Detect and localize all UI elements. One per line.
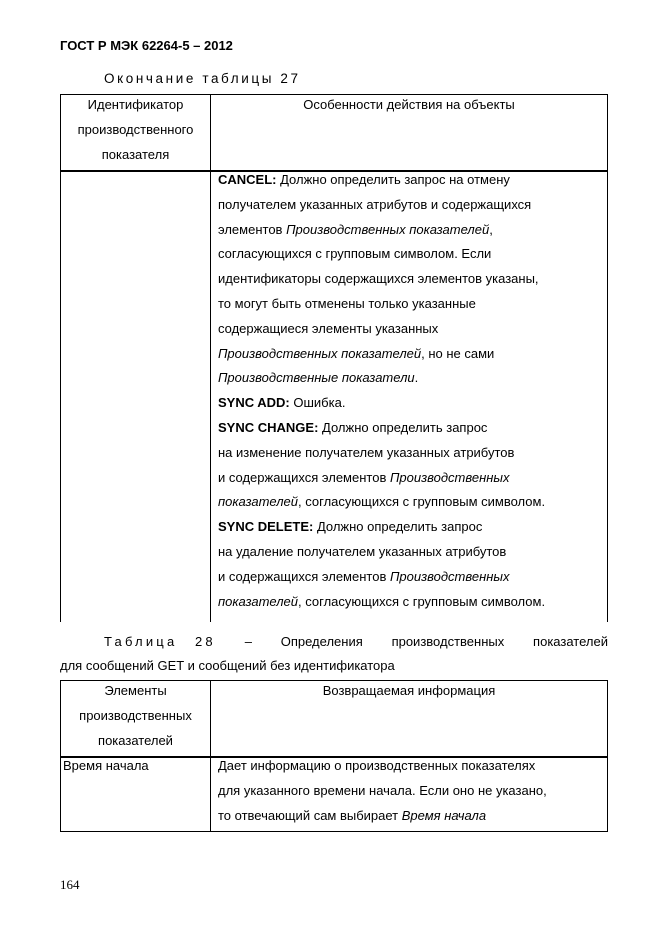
text-segment: CANCEL: — [218, 172, 277, 187]
table27-col2-header: Особенности действия на объекты — [303, 97, 515, 112]
text-line — [218, 804, 606, 829]
text-line — [218, 242, 606, 267]
text-segment: SYNC ADD: — [218, 395, 290, 411]
text-segment: Должно определить запрос на отмену — [276, 172, 510, 187]
header-line: показателей — [98, 732, 173, 748]
text-line — [218, 292, 606, 317]
text-line — [218, 779, 606, 804]
table28-col1-header — [61, 679, 210, 753]
text-segment: Дает информацию о производственных показателях — [218, 758, 536, 773]
text-line — [218, 565, 606, 590]
text-segment: Производственных показателей — [218, 345, 422, 361]
text-segment: получателем указанных атрибутов и содержащихся — [218, 196, 532, 212]
caption-word: Определения — [280, 634, 363, 649]
text-segment: . — [414, 370, 419, 386]
text-segment: , — [489, 221, 493, 237]
text-segment: Производственных — [389, 469, 510, 485]
text-line — [218, 754, 606, 779]
text-line — [218, 366, 606, 391]
text-segment: и содержащихся элементов — [218, 469, 390, 485]
text-line — [218, 515, 606, 540]
header-line: показателя — [101, 146, 170, 162]
text-segment: Должно определить запрос — [318, 419, 488, 435]
text-line — [218, 540, 606, 565]
text-line — [218, 342, 606, 367]
document-header: ГОСТ Р МЭК 62264-5 – 2012 — [60, 38, 233, 53]
text-line — [218, 416, 606, 441]
text-segment: SYNC CHANGE: — [218, 419, 319, 435]
table27-col-divider — [210, 94, 211, 622]
text-segment: на удаление получателем указанных атрибутов — [218, 543, 507, 559]
text-segment: , согласующихся с групповым символом. — [298, 494, 546, 510]
table27-left-border — [60, 94, 61, 622]
table28-row1-col2 — [218, 754, 606, 828]
text-line — [218, 490, 606, 515]
table28-col2-header: Возвращаемая информация — [322, 683, 496, 698]
caption-line2: для сообщений GET и сообщений без идентификатора — [60, 658, 395, 673]
text-segment: показателей — [218, 494, 299, 510]
text-segment: и содержащихся элементов — [218, 568, 390, 584]
header-line: Идентификатор — [87, 97, 184, 112]
header-line: Элементы — [104, 683, 167, 698]
text-line — [218, 317, 606, 342]
text-segment: Ошибка. — [289, 395, 346, 411]
table28-bottom-border — [60, 831, 608, 832]
caption-label-text: Таблица — [104, 634, 178, 649]
text-line — [218, 590, 606, 615]
caption-dash: – — [244, 634, 252, 649]
text-segment: Должно определить запрос — [313, 519, 483, 535]
table27-right-border — [607, 94, 608, 622]
caption-word: производственных — [391, 634, 505, 649]
caption-word: показателей — [533, 634, 608, 649]
text-segment: содержащиеся элементы указанных — [218, 320, 439, 336]
table28-row1-col1: Время начала — [63, 758, 149, 773]
text-line — [218, 168, 606, 193]
text-segment: идентификаторы содержащихся элементов указаны, — [218, 271, 539, 287]
text-line — [218, 391, 606, 416]
text-line — [218, 218, 606, 243]
text-line — [218, 466, 606, 491]
text-line — [218, 193, 606, 218]
table28-caption-label — [60, 630, 216, 654]
table27-col1-header — [61, 93, 210, 167]
text-segment: то могут быть отменены только указанные — [218, 295, 476, 311]
table27-body-cell — [218, 168, 606, 614]
table28-right-border — [607, 680, 608, 832]
header-line: производственного — [77, 121, 194, 137]
text-line — [218, 267, 606, 292]
text-segment: , согласующихся с групповым символом. — [298, 593, 546, 609]
text-segment: Время начала — [401, 807, 487, 823]
text-segment: Производственные показатели — [218, 370, 415, 386]
header-line: производственных — [79, 707, 192, 723]
text-segment: элементов — [218, 221, 287, 237]
text-segment: то отвечающий сам выбирает — [218, 807, 402, 823]
table28-caption — [60, 630, 608, 678]
text-segment: SYNC DELETE: — [218, 519, 314, 535]
text-segment: Производственных показателей — [286, 221, 490, 237]
text-line — [218, 441, 606, 466]
text-segment: , но не сами — [421, 345, 495, 361]
page-number: 164 — [60, 877, 80, 892]
table27-caption: Окончание таблицы 27 — [104, 71, 301, 86]
text-segment: Производственных — [389, 568, 510, 584]
text-segment: для указанного времени начала. Если оно не указано, — [218, 782, 547, 798]
text-segment: на изменение получателем указанных атрибутов — [218, 444, 515, 460]
text-segment: показателей — [218, 593, 299, 609]
caption-number: 28 — [195, 634, 216, 649]
text-segment: согласующихся с групповым символом. Если — [218, 246, 492, 262]
